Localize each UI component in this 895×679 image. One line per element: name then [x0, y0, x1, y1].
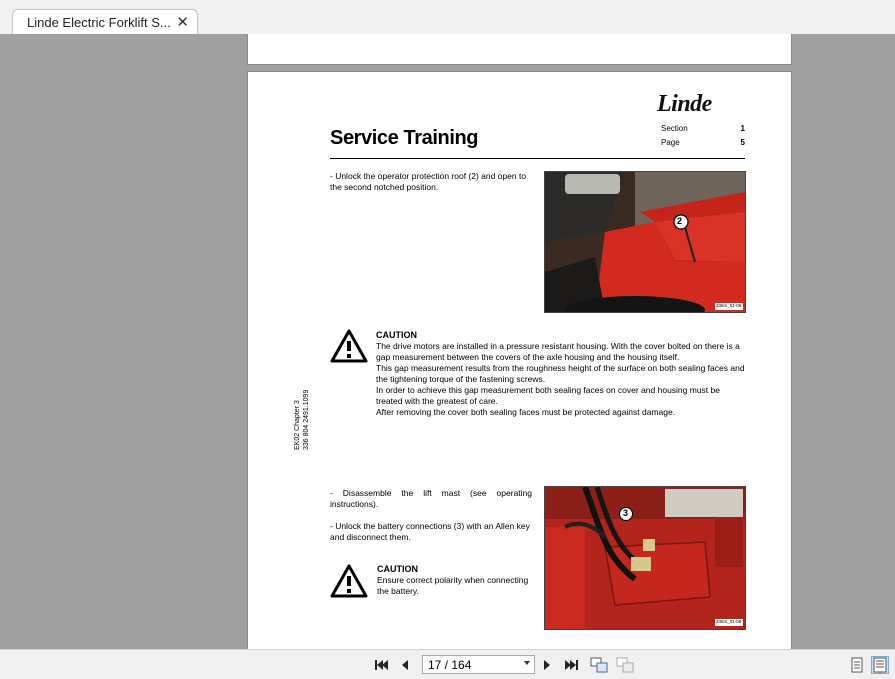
side-reference-text [293, 390, 311, 450]
page-title: Service Training [330, 127, 479, 149]
fit-page-icon[interactable] [590, 656, 608, 674]
header-rule [330, 158, 745, 159]
close-icon[interactable]: ✕ [176, 14, 189, 31]
single-page-view-icon[interactable] [848, 656, 866, 674]
previous-page [247, 34, 792, 65]
section-label: Section [661, 124, 688, 133]
warning-icon [330, 329, 368, 363]
step-unlock-battery: - Unlock the battery connections (3) with an Allen key and disconnect them. [330, 521, 530, 542]
caution-line: After removing the cover both sealing faces must be protected against damage. [376, 407, 676, 417]
page-value: 5 [740, 138, 745, 147]
caution-line: The drive motors are installed in a pressure resistant housing. With the cover bolted on there is a gap measurement between the covers of the axle housing and the housing itself. [376, 341, 740, 362]
forklift-roof-photo [544, 171, 746, 313]
warning-icon [330, 564, 368, 598]
caution-text-1 [376, 341, 748, 418]
side-text-line-1: EK02 Chapter 3 [294, 400, 301, 450]
linde-logo: Linde [657, 91, 712, 117]
fit-width-icon[interactable] [616, 656, 634, 674]
section-value: 1 [740, 124, 745, 133]
photo1-code: 336m_01-06 [716, 303, 742, 308]
prev-page-icon[interactable] [396, 656, 414, 674]
photo2-code: 336m_01-08 [716, 619, 742, 624]
document-page [247, 71, 792, 649]
two-page-view-icon[interactable] [871, 656, 889, 674]
document-tab[interactable] [12, 9, 198, 34]
tab-title: Linde Electric Forklift S... [27, 15, 171, 30]
page-label: Page [661, 138, 680, 147]
caution-title-1: CAUTION [376, 330, 417, 340]
last-page-icon[interactable] [563, 656, 581, 674]
side-text-line-2: 336 804 2491.1099 [303, 389, 310, 450]
step-unlock-roof: - Unlock the operator protection roof (2) and open to the second notched position. [330, 171, 527, 192]
page-number-select[interactable] [422, 655, 535, 674]
tab-bar [0, 0, 895, 35]
navigation-toolbar [0, 649, 895, 679]
caution-line: In order to achieve this gap measurement both sealing faces on cover and housing must be treated with the greatest of care. [376, 385, 720, 406]
page-number-value: 17 / 164 [428, 658, 472, 672]
caution-line: This gap measurement results from the roughness height of the surface on both sealing faces and the tightening torque of the fastening screws. [376, 363, 745, 384]
caution-title-2: CAUTION [377, 564, 418, 574]
photo2-callout: 3 [623, 508, 629, 518]
photo1-callout: 2 [677, 216, 683, 226]
first-page-icon[interactable] [372, 656, 390, 674]
battery-connection-photo [544, 486, 746, 630]
caution-text-2: Ensure correct polarity when connecting the battery. [377, 575, 529, 596]
next-page-icon[interactable] [538, 656, 556, 674]
document-viewer[interactable] [0, 34, 895, 649]
chevron-down-icon [524, 661, 530, 665]
step-disassemble-mast: - Disassemble the lift mast (see operating instructions). [330, 488, 532, 509]
